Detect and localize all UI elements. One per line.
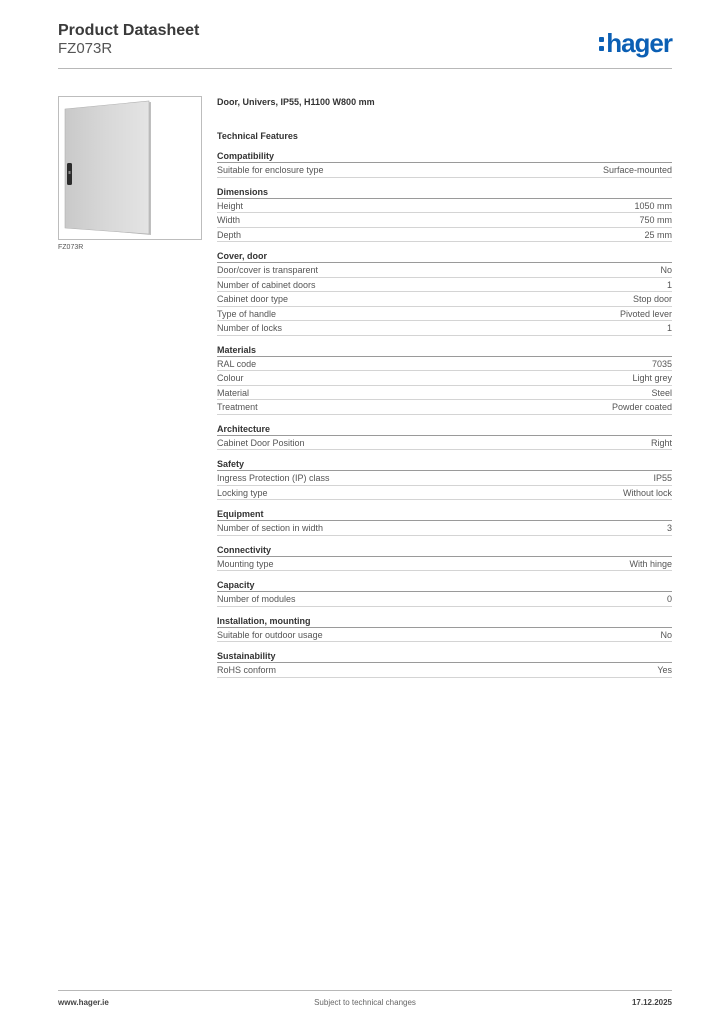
- technical-features-title: Technical Features: [217, 131, 298, 141]
- feature-section: [217, 345, 672, 415]
- feature-row: [217, 357, 672, 372]
- section-title: Safety: [217, 459, 672, 471]
- feature-row: [217, 486, 672, 501]
- feature-value: Pivoted lever: [619, 308, 672, 319]
- feature-value: Right: [650, 437, 672, 448]
- footer-notice: Subject to technical changes: [314, 998, 416, 1007]
- image-caption: FZ073R: [58, 244, 84, 251]
- section-title: Cover, door: [217, 251, 672, 263]
- feature-value: 0: [666, 594, 672, 604]
- datasheet-content: [217, 96, 672, 687]
- feature-label: Material: [217, 387, 250, 398]
- feature-value: 750 mm: [639, 215, 672, 225]
- feature-label: Colour: [217, 373, 244, 383]
- feature-label: Type of handle: [217, 308, 277, 319]
- feature-row: [217, 592, 672, 607]
- section-title: Materials: [217, 345, 672, 357]
- feature-label: Cabinet door type: [217, 294, 289, 304]
- feature-value: No: [660, 629, 672, 640]
- feature-label: Ingress Protection (IP) class: [217, 473, 330, 483]
- feature-row: [217, 436, 672, 451]
- footer-divider: [58, 990, 672, 991]
- feature-section: [217, 580, 672, 607]
- hager-logo: [599, 28, 672, 58]
- cabinet-door-icon: [59, 97, 201, 239]
- feature-row: [217, 400, 672, 415]
- product-image: [58, 96, 202, 240]
- feature-value: IP55: [653, 473, 672, 483]
- feature-label: Depth: [217, 229, 242, 240]
- feature-value: 1: [666, 279, 672, 290]
- feature-section: [217, 509, 672, 536]
- logo-text: hager: [606, 28, 672, 58]
- feature-row: [217, 307, 672, 322]
- feature-row: [217, 278, 672, 293]
- feature-label: Door/cover is transparent: [217, 265, 319, 275]
- feature-value: Surface-mounted: [602, 165, 672, 175]
- feature-label: Width: [217, 215, 241, 225]
- section-title: Dimensions: [217, 187, 672, 199]
- feature-section: [217, 459, 672, 500]
- feature-value: Yes: [657, 665, 672, 675]
- feature-value: Light grey: [632, 373, 672, 383]
- feature-label: Suitable for outdoor usage: [217, 629, 323, 640]
- feature-row: [217, 321, 672, 336]
- logo-dots-icon: [599, 37, 604, 51]
- feature-row: [217, 386, 672, 401]
- feature-row: [217, 292, 672, 307]
- feature-row: [217, 263, 672, 278]
- page-header: [58, 22, 672, 68]
- feature-label: Number of cabinet doors: [217, 279, 316, 290]
- section-title: Sustainability: [217, 651, 672, 663]
- feature-value: 7035: [651, 358, 672, 369]
- feature-section: [217, 251, 672, 336]
- feature-label: Number of section in width: [217, 523, 324, 533]
- feature-label: Mounting type: [217, 558, 274, 569]
- feature-value: Without lock: [622, 487, 672, 498]
- feature-label: Treatment: [217, 402, 258, 412]
- section-title: Capacity: [217, 580, 672, 592]
- feature-row: [217, 199, 672, 214]
- feature-value: Powder coated: [611, 402, 672, 412]
- product-code: FZ073R: [58, 40, 113, 57]
- section-title: Equipment: [217, 509, 672, 521]
- product-name: Door, Univers, IP55, H1100 W800 mm: [217, 97, 375, 107]
- feature-value: 25 mm: [644, 229, 672, 240]
- feature-row: [217, 228, 672, 243]
- feature-label: RoHS conform: [217, 665, 277, 675]
- feature-section: [217, 616, 672, 643]
- header-divider: [58, 68, 672, 69]
- feature-value: 1050 mm: [634, 200, 672, 211]
- footer-date: 17.12.2025: [631, 998, 672, 1007]
- feature-label: Cabinet Door Position: [217, 437, 305, 448]
- feature-row: [217, 163, 672, 178]
- feature-row: [217, 471, 672, 486]
- feature-label: Suitable for enclosure type: [217, 165, 324, 175]
- feature-section: [217, 545, 672, 572]
- feature-label: RAL code: [217, 358, 257, 369]
- section-title: Compatibility: [217, 151, 672, 163]
- feature-label: Number of locks: [217, 323, 283, 333]
- document-title: Product Datasheet: [58, 22, 200, 39]
- feature-value: 3: [666, 523, 672, 533]
- feature-row: [217, 521, 672, 536]
- section-title: Connectivity: [217, 545, 672, 557]
- feature-sections: [217, 151, 672, 678]
- feature-row: [217, 557, 672, 572]
- feature-value: Steel: [651, 387, 672, 398]
- feature-row: [217, 371, 672, 386]
- feature-value: Stop door: [632, 294, 672, 304]
- feature-section: [217, 651, 672, 678]
- feature-row: [217, 213, 672, 228]
- feature-row: [217, 628, 672, 643]
- feature-section: [217, 151, 672, 178]
- feature-label: Number of modules: [217, 594, 296, 604]
- feature-label: Height: [217, 200, 244, 211]
- section-title: Architecture: [217, 424, 672, 436]
- feature-section: [217, 424, 672, 451]
- feature-value: 1: [666, 323, 672, 333]
- feature-value: With hinge: [629, 558, 672, 569]
- feature-section: [217, 187, 672, 243]
- feature-value: No: [660, 265, 672, 275]
- footer-website: www.hager.ie: [58, 998, 109, 1007]
- feature-label: Locking type: [217, 487, 268, 498]
- feature-row: [217, 663, 672, 678]
- section-title: Installation, mounting: [217, 616, 672, 628]
